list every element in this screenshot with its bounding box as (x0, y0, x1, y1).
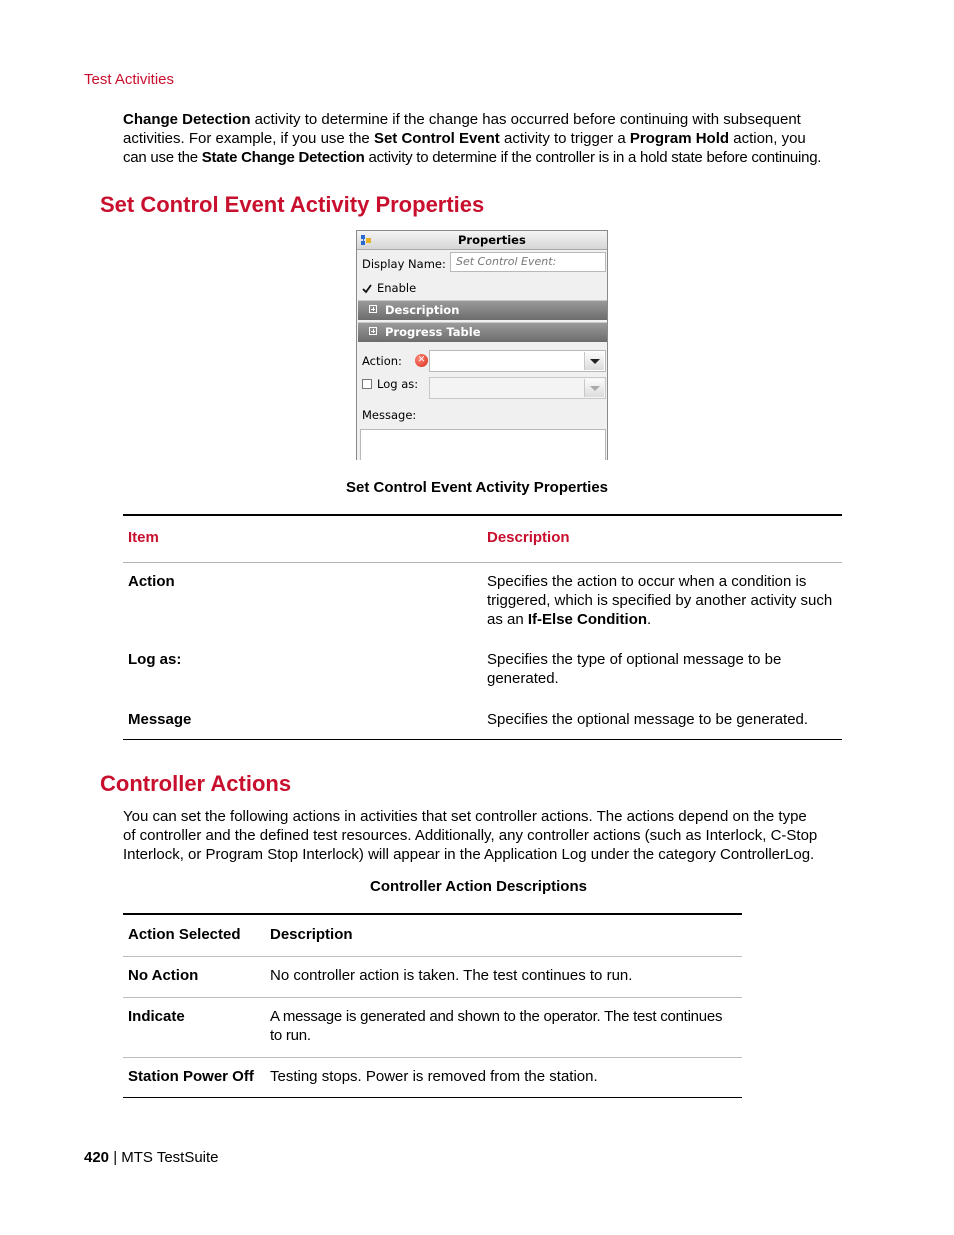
expand-icon (369, 305, 377, 313)
intro-paragraph (123, 110, 863, 167)
table-header-description: Description (487, 529, 570, 546)
description-line: A message is generated and shown to the operator. The test continues (270, 1008, 723, 1025)
intro-text: can use the (123, 149, 202, 166)
description-line: to run. (270, 1027, 311, 1044)
row-action: Station Power Off (128, 1068, 254, 1085)
table-header-action-selected: Action Selected (128, 926, 241, 943)
section-heading-set-control-event: Set Control Event Activity Properties (100, 192, 485, 217)
progress-table-section-bar[interactable] (358, 322, 607, 342)
description-line (487, 610, 847, 629)
footer-product: MTS TestSuite (121, 1149, 219, 1166)
panel-title-bar (357, 231, 607, 250)
enable-checkbox[interactable] (362, 283, 372, 293)
row-item: Log as: (128, 651, 182, 668)
intro-text: activity to determine if the controller is in a hold state before continuing. (364, 149, 822, 166)
action-dropdown[interactable] (429, 350, 606, 372)
chevron-down-icon (584, 352, 604, 370)
page-number: 420 (84, 1149, 110, 1166)
row-description: No controller action is taken. The test continues to run. (270, 967, 633, 984)
description-line: triggered, which is specified by another activity such (487, 592, 833, 609)
table-rule-bottom (123, 1097, 742, 1098)
message-textarea[interactable] (360, 429, 606, 460)
enable-label: Enable (377, 281, 417, 295)
chevron-down-icon (584, 379, 604, 397)
properties-panel (356, 230, 608, 460)
intro-line-1 (123, 110, 863, 129)
expand-icon (369, 327, 377, 335)
table-caption: Controller Action Descriptions (370, 878, 587, 895)
row-description (270, 1007, 740, 1045)
properties-icon (360, 234, 372, 246)
table-rule-header (123, 562, 842, 563)
table-header-description: Description (270, 926, 353, 943)
intro-line-2 (123, 129, 863, 148)
table-rule (123, 956, 742, 957)
term-set-control-event: Set Control Event (373, 130, 500, 147)
description-line: Specifies the action to occur when a condition is (487, 573, 807, 590)
description-section-bar[interactable] (358, 300, 607, 320)
description-text: . (647, 611, 652, 628)
description-line: Specifies the type of optional message to be (487, 651, 782, 668)
figure-caption: Set Control Event Activity Properties (346, 479, 609, 496)
row-item: Message (128, 711, 192, 728)
paragraph-line: You can set the following actions in activities that set controller actions. The actions depend on the type (123, 808, 807, 825)
display-name-label: Display Name: (362, 257, 446, 271)
action-label: Action: (362, 354, 402, 368)
table-rule (123, 997, 742, 998)
progress-table-section-label: Progress Table (385, 325, 481, 339)
error-icon: ✕ (415, 354, 428, 367)
log-as-dropdown[interactable] (429, 377, 606, 399)
description-section-label: Description (385, 303, 460, 317)
intro-text: activities. For example, if you use the (123, 130, 374, 147)
controller-actions-paragraph (123, 807, 863, 864)
description-line: generated. (487, 670, 559, 687)
description-text: as an (487, 611, 528, 628)
term-if-else-condition: If-Else Condition (527, 611, 648, 628)
footer-separator: | (109, 1149, 122, 1166)
term-state-change-detection: State Change Detection (201, 149, 365, 166)
intro-text: action, you (729, 130, 806, 147)
paragraph-line: Interlock, or Program Stop Interlock) will appear in the Application Log under the category ControllerLog. (123, 846, 815, 863)
term-program-hold: Program Hold (629, 130, 730, 147)
intro-line-3 (123, 148, 863, 167)
row-description: Testing stops. Power is removed from the station. (270, 1068, 598, 1085)
table-header-item: Item (128, 529, 159, 546)
intro-text: activity to determine if the change has occurred before continuing with subsequent (250, 111, 801, 128)
checkmark-icon (362, 284, 372, 294)
log-as-label: Log as: (377, 377, 419, 391)
row-description (487, 710, 847, 729)
running-header-section: Test Activities (84, 71, 175, 88)
table-rule-top (123, 913, 742, 915)
row-item: Action (128, 573, 175, 590)
table-rule-top (123, 514, 842, 516)
row-description (487, 650, 847, 688)
page-footer (84, 1149, 219, 1166)
panel-title: Properties (458, 233, 526, 247)
row-description (487, 572, 847, 629)
row-action: No Action (128, 967, 199, 984)
description-line: Specifies the optional message to be generated. (487, 711, 809, 728)
term-change-detection: Change Detection (123, 111, 251, 128)
display-name-input[interactable] (450, 252, 606, 272)
row-action: Indicate (128, 1008, 185, 1025)
log-as-checkbox[interactable] (362, 379, 372, 389)
section-heading-controller-actions: Controller Actions (100, 771, 292, 796)
table-rule (123, 1057, 742, 1058)
table-rule-bottom (123, 739, 842, 740)
paragraph-line: of controller and the defined test resources. Additionally, any controller actions (such as Interlock, C-Stop (123, 827, 818, 844)
intro-text: activity to trigger a (499, 130, 630, 147)
message-label: Message: (362, 408, 417, 422)
display-name-value: Set Control Event: (456, 255, 557, 268)
